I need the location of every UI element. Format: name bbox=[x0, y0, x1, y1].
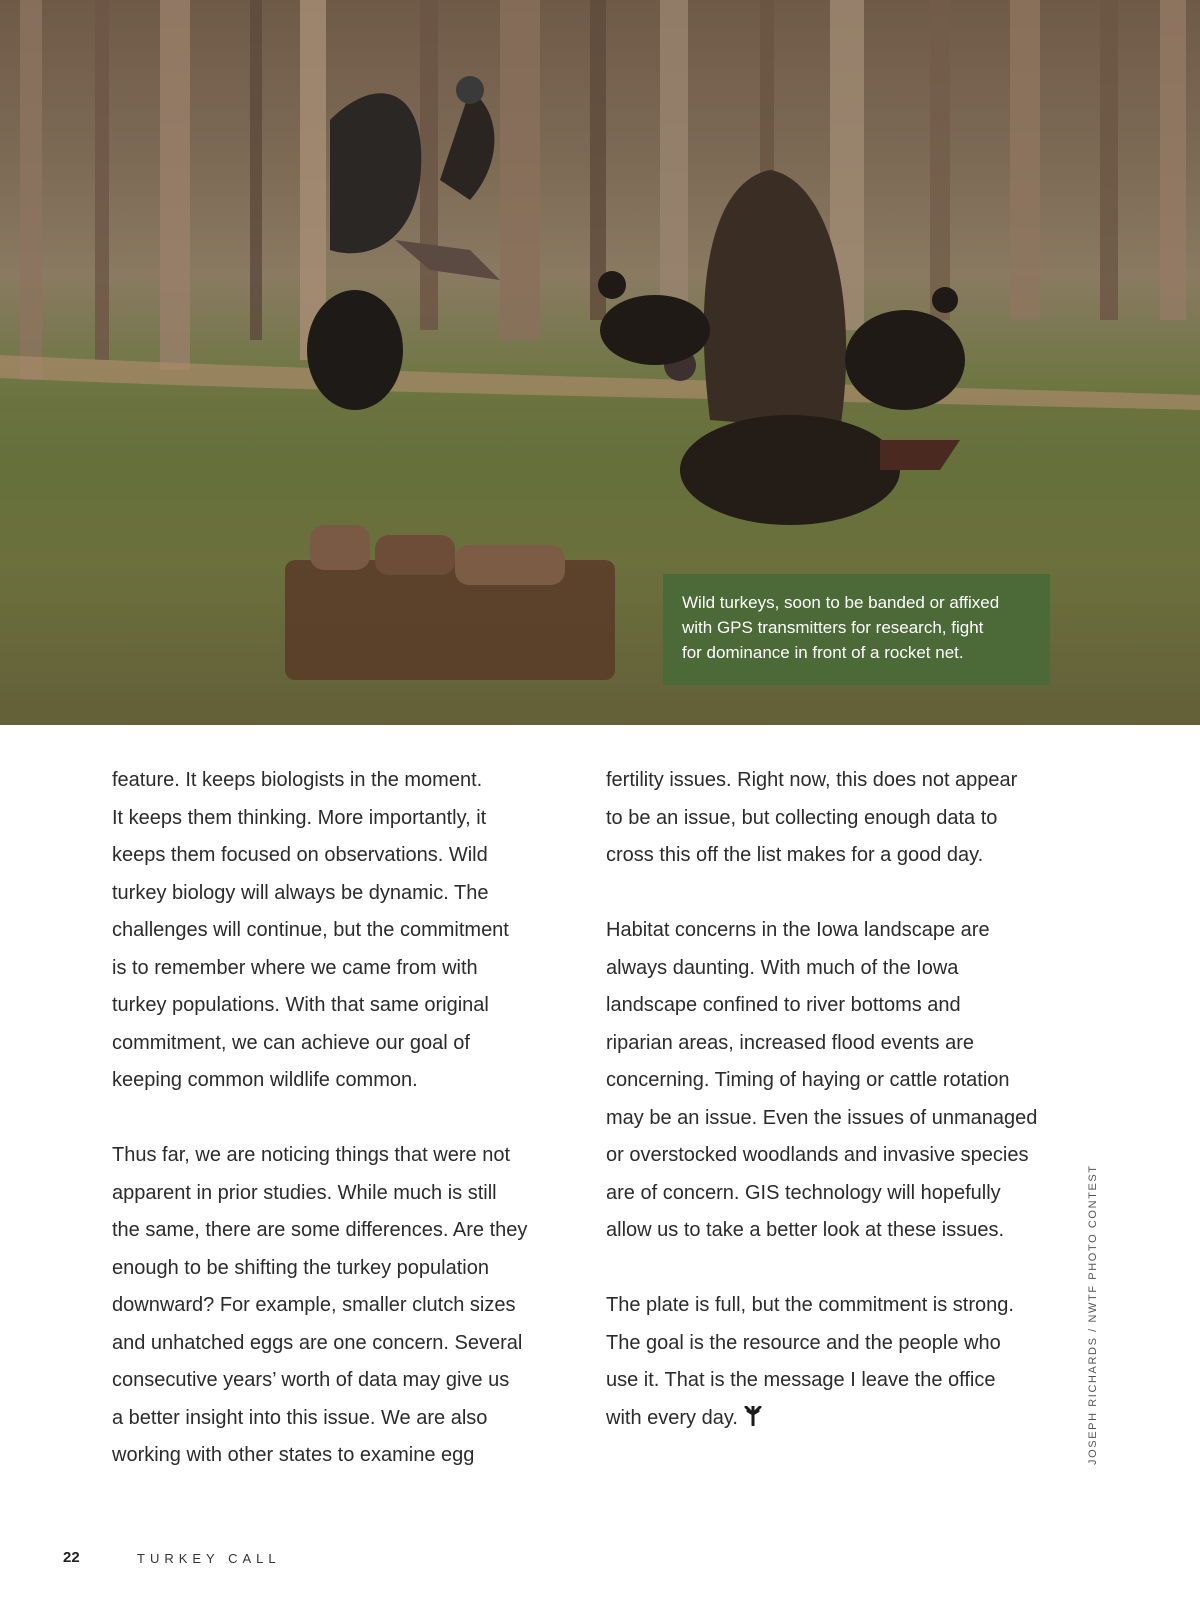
text-line: or overstocked woodlands and invasive species bbox=[606, 1144, 1029, 1166]
text-line: feature. It keeps biologists in the moment. bbox=[112, 769, 483, 791]
text-line-last bbox=[606, 1400, 1054, 1440]
paragraph bbox=[606, 1287, 1054, 1439]
text-line: and unhatched eggs are one concern. Several bbox=[112, 1331, 523, 1354]
text-line: always daunting. With much of the Iowa bbox=[606, 956, 959, 979]
text-line: challenges will continue, but the commitment bbox=[112, 919, 509, 941]
hero-photo bbox=[0, 0, 1200, 725]
dirt-path bbox=[0, 355, 1200, 410]
text-line: keeps them focused on observations. Wild bbox=[112, 844, 488, 866]
photo-credit: JOSEPH RICHARDS / NWTF PHOTO CONTEST bbox=[1087, 1164, 1099, 1465]
text-line: concerning. Timing of haying or cattle rotation bbox=[606, 1069, 1010, 1091]
text-line: The goal is the resource and the people who bbox=[606, 1331, 1001, 1354]
text-line: turkey populations. With that same original bbox=[112, 994, 489, 1016]
magazine-name: TURKEY CALL bbox=[137, 1551, 281, 1566]
text-line: to be an issue, but collecting enough data to bbox=[606, 806, 998, 829]
text-line: consecutive years’ worth of data may give us bbox=[112, 1369, 510, 1391]
text-line: may be an issue. Even the issues of unmanaged bbox=[606, 1106, 1038, 1129]
article-column-right bbox=[606, 762, 1054, 1477]
text-line: Habitat concerns in the Iowa landscape are bbox=[606, 919, 990, 941]
text-line: The plate is full, but the commitment is strong. bbox=[606, 1294, 1014, 1316]
text-line: cross this off the list makes for a good day. bbox=[606, 844, 984, 866]
text-line: It keeps them thinking. More importantly, it bbox=[112, 806, 487, 829]
text-line: commitment, we can achieve our goal of bbox=[112, 1031, 470, 1054]
caption-line: with GPS transmitters for research, fight bbox=[682, 618, 984, 637]
text-line: Thus far, we are noticing things that were not bbox=[112, 1144, 510, 1166]
paragraph bbox=[606, 762, 1054, 875]
caption-line: for dominance in front of a rocket net. bbox=[682, 643, 964, 662]
text-line: is to remember where we came from with bbox=[112, 956, 478, 979]
text-line: with every day. bbox=[606, 1406, 738, 1429]
text-line: fertility issues. Right now, this does not appear bbox=[606, 769, 1018, 791]
text-line: use it. That is the message I leave the office bbox=[606, 1369, 996, 1391]
text-line: are of concern. GIS technology will hopefully bbox=[606, 1181, 1001, 1204]
text-line: apparent in prior studies. While much is still bbox=[112, 1181, 497, 1204]
jumping-turkey bbox=[307, 76, 500, 410]
page-number: 22 bbox=[63, 1549, 80, 1566]
paragraph bbox=[112, 762, 560, 1100]
text-line: keeping common wildlife common. bbox=[112, 1069, 418, 1091]
paragraph bbox=[112, 1137, 560, 1475]
article-column-left bbox=[112, 762, 560, 1512]
text-line: a better insight into this issue. We are also bbox=[112, 1406, 488, 1429]
text-line: downward? For example, smaller clutch sizes bbox=[112, 1294, 516, 1316]
text-line: allow us to take a better look at these issues. bbox=[606, 1219, 1004, 1241]
text-line: working with other states to examine egg bbox=[112, 1444, 475, 1466]
text-line: landscape confined to river bottoms and bbox=[606, 994, 961, 1016]
photo-caption bbox=[663, 574, 1050, 685]
text-line: the same, there are some differences. Are they bbox=[112, 1219, 528, 1241]
caption-line: Wild turkeys, soon to be banded or affixed bbox=[682, 593, 1000, 612]
text-line: enough to be shifting the turkey population bbox=[112, 1256, 489, 1279]
turkey-track-icon bbox=[744, 1402, 762, 1440]
paragraph bbox=[606, 912, 1054, 1250]
text-line: turkey biology will always be dynamic. The bbox=[112, 881, 489, 904]
text-line: riparian areas, increased flood events are bbox=[606, 1031, 974, 1054]
